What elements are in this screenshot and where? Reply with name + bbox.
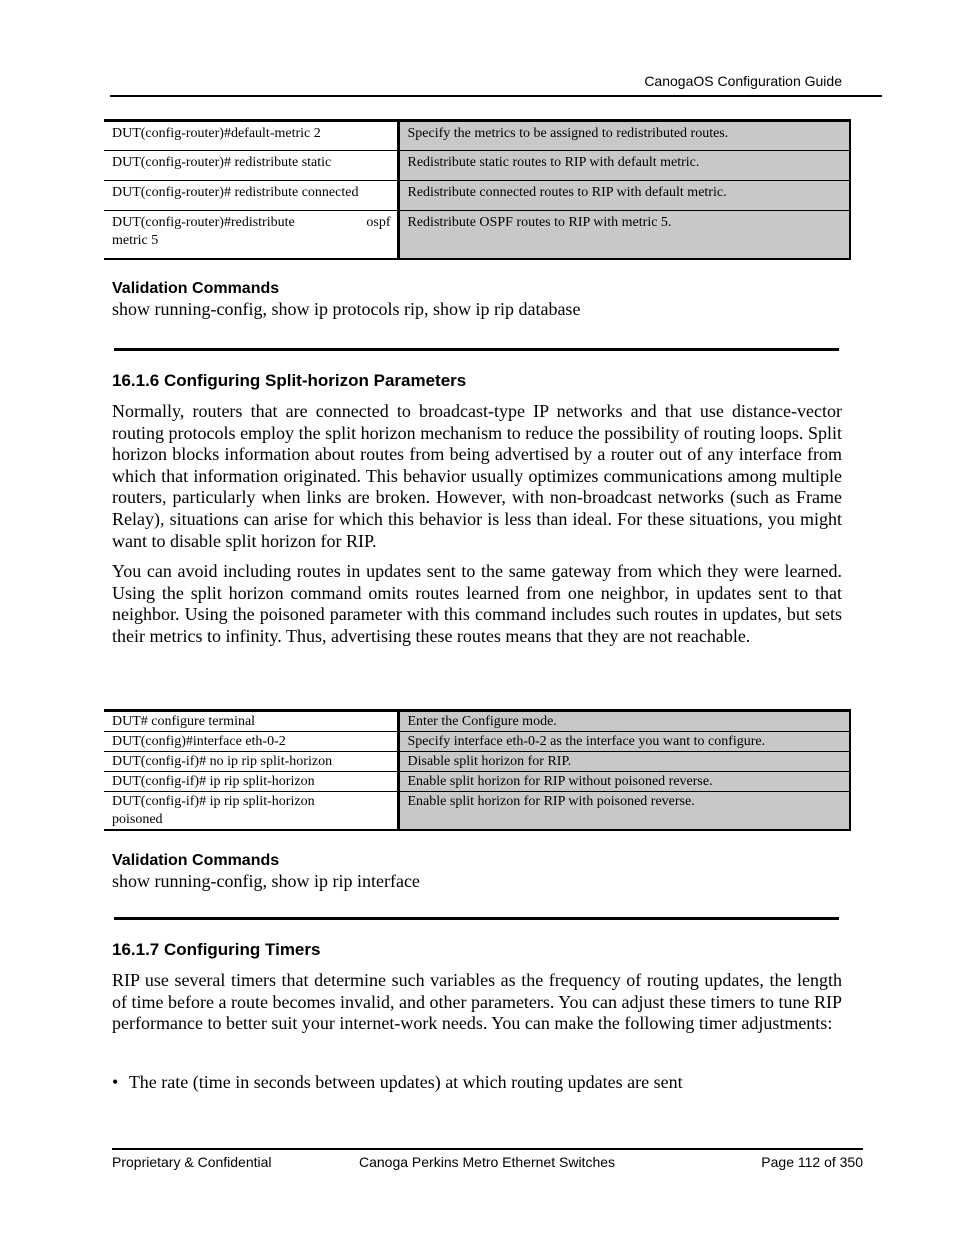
paragraph: You can avoid including routes in updates sent to the same gateway from which they were learned. Using the split horizon command omits routes learned from one neighbor, in updates sent to that neighbor. Using the poisoned parameter with this command includes such routes in updates, but sets their metrics to infinity. Thus, advertising these routes means that they are not reachable. — [112, 561, 842, 646]
bullet-text: The rate (time in seconds between updates) at which routing updates are sent — [128, 1072, 683, 1092]
command-cell: DUT(config-if)# no ip rip split-horizon — [104, 752, 398, 772]
command-cell — [104, 211, 398, 259]
validation-heading: Validation Commands — [112, 280, 280, 297]
section-title: 16.1.6 Configuring Split-horizon Parameters — [112, 371, 467, 390]
header-rule — [110, 95, 882, 97]
paragraph: Normally, routers that are connected to broadcast-type IP networks and that use distance-vector routing protocols employ the split horizon mechanism to reduce the possibility of routing loops. Split horizon blocks information about routes from being advertised by a router out of any interface from which that information originated. This behavior usually optimizes communications among multiple routers, particularly when links are broken. However, with non-broadcast networks (such as Frame Relay), situations can arise for which this behavior is less than ideal. For these situations, you might want to disable split horizon for RIP. — [112, 401, 842, 551]
description-cell: Enable split horizon for RIP with poisoned reverse. — [398, 792, 850, 831]
paragraph: RIP use several timers that determine such variables as the frequency of routing updates, the length of time before a route becomes invalid, and other parameters. You can adjust these timers to tune RIP performance to better suit your internet-work needs. You can make the following timer adjustments: — [112, 970, 842, 1034]
table-row — [104, 211, 850, 259]
bullet-item — [112, 1072, 683, 1093]
section-divider — [114, 917, 839, 920]
validation-heading: Validation Commands — [112, 852, 280, 869]
command-part: metric 5 — [112, 233, 159, 248]
description-cell: Enable split horizon for RIP without poisoned reverse. — [398, 772, 850, 792]
description-cell: Redistribute static routes to RIP with default metric. — [398, 151, 850, 181]
header-title: CanogaOS Configuration Guide — [644, 73, 842, 89]
section-title: 16.1.7 Configuring Timers — [112, 940, 321, 959]
description-cell: Disable split horizon for RIP. — [398, 752, 850, 772]
command-cell: DUT(config-router)# redistribute connected — [104, 181, 398, 211]
description-cell: Specify interface eth-0-2 as the interface you want to configure. — [398, 732, 850, 752]
table-row — [104, 752, 850, 772]
command-part: DUT(config-router)#redistribute — [112, 215, 295, 230]
footer-rule — [112, 1148, 863, 1150]
footer-left: Proprietary & Confidential — [112, 1154, 272, 1170]
command-cell: DUT(config-router)#default-metric 2 — [104, 121, 398, 151]
command-part: ospf — [366, 215, 391, 230]
table-row — [104, 732, 850, 752]
table-row — [104, 181, 850, 211]
table-row — [104, 792, 850, 831]
validation-text: show running-config, show ip rip interface — [112, 871, 420, 891]
description-cell: Redistribute connected routes to RIP with default metric. — [398, 181, 850, 211]
table-row — [104, 151, 850, 181]
command-part: poisoned — [112, 812, 163, 827]
split-horizon-command-table — [104, 709, 851, 831]
command-cell: DUT(config-router)# redistribute static — [104, 151, 398, 181]
table-row — [104, 121, 850, 151]
description-cell: Specify the metrics to be assigned to redistributed routes. — [398, 121, 850, 151]
footer-center: Canoga Perkins Metro Ethernet Switches — [359, 1154, 616, 1170]
command-cell: DUT(config)#interface eth-0-2 — [104, 732, 398, 752]
command-cell — [104, 792, 398, 831]
table-row — [104, 772, 850, 792]
description-cell: Enter the Configure mode. — [398, 711, 850, 732]
description-cell: Redistribute OSPF routes to RIP with metric 5. — [398, 211, 850, 259]
redistribute-command-table — [104, 119, 851, 260]
command-cell: DUT(config-if)# ip rip split-horizon — [104, 772, 398, 792]
footer-page-number: Page 112 of 350 — [761, 1154, 863, 1170]
validation-text: show running-config, show ip protocols rip, show ip rip database — [112, 299, 581, 319]
command-cell: DUT# configure terminal — [104, 711, 398, 732]
section-divider — [114, 348, 839, 351]
bullet-icon: • — [112, 1072, 119, 1092]
command-part: DUT(config-if)# ip rip split-horizon — [112, 794, 315, 809]
table-row — [104, 711, 850, 732]
